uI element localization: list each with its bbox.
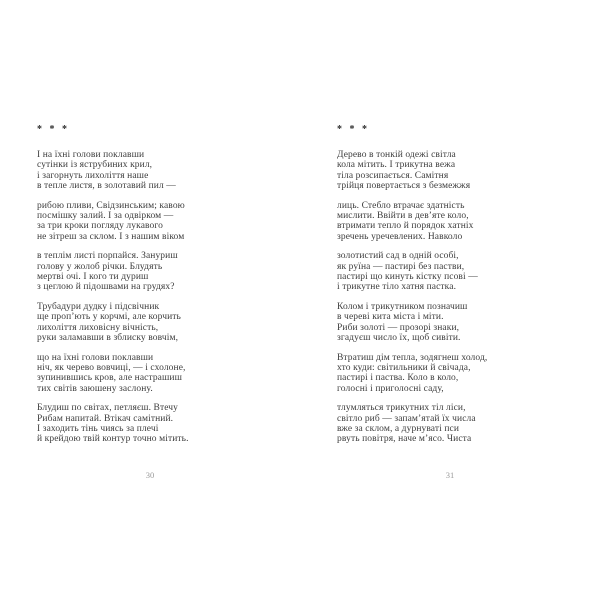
poem-line: світло риб — запам’ятай їх числа — [337, 413, 476, 424]
stanza — [337, 150, 577, 192]
poem-line: рвуть повітря, наче м’ясо. Чиста — [337, 434, 472, 445]
stanza-separator: * * * — [337, 124, 370, 135]
poem-line: пастирі і паства. Коло в коло, — [337, 373, 459, 384]
poem-line: Риби золоті — прозорі знаки, — [337, 322, 460, 333]
stanza — [37, 150, 277, 192]
poem-line: за три кроки погляду лукавого — [37, 221, 163, 232]
poem-line: трійця повертається з безмежжя — [337, 181, 471, 192]
stanza — [337, 201, 577, 243]
stanza — [337, 251, 577, 293]
poem-line: ще проп’ють у корчмі, але корчить — [37, 312, 181, 323]
right-page — [337, 124, 577, 480]
stanza — [37, 201, 277, 243]
poem-line: золотистий сад в одній особі, — [337, 251, 459, 262]
poem-line: лихоліття лиховісну вічність, — [37, 322, 159, 333]
poem-line: не зітреш за склом. І з нашим віком — [37, 231, 185, 242]
poem-line: згадуєш число їх, щоб сивіти. — [337, 333, 461, 344]
poem-line: як руїна — пастирі без пастви, — [337, 261, 465, 272]
poem-line: вже за склом, а дурнуваті пси — [337, 423, 460, 434]
poem-line: з цеглою й підошвами на грудях? — [37, 282, 175, 293]
poem-line: Дерево в тонкій одежі світла — [337, 150, 456, 160]
poem-line: тих світів заюшену заслону. — [37, 383, 153, 394]
stanza — [337, 403, 577, 445]
poem-line: ніч, як черево вовчиці, — і схолоне, — [37, 362, 186, 373]
poem-line: що на їхні голови поклавши — [37, 352, 154, 363]
poem-line: мислити. Ввійти в дев’яте коло, — [337, 211, 469, 222]
stanza-separator: * * * — [37, 124, 70, 135]
poem-line: Рибам напитай. Втікач самітний. — [37, 413, 174, 424]
poem-line: посмішку залий. І за одвірком — — [37, 211, 174, 222]
poem-line: І на їхні голови поклавши — [37, 150, 145, 160]
poem-line: рибою пливи, Свідзинським; кавою — [37, 200, 185, 211]
poem-line: в тепле листя, в золотавий пил — — [37, 181, 176, 192]
poem-line: пастирі що кинуть кістку псові — — [337, 272, 478, 283]
stanza — [337, 353, 577, 395]
poem-line: в череві кита міста і міти. — [337, 312, 444, 323]
poem-line: і загорнуть лихоліття наше — [37, 170, 149, 181]
poem-line: Трубадури дудку і підсвічник — [37, 301, 160, 312]
poem-line: лиць. Стебло втрачає здатність — [337, 200, 465, 211]
poem-line: кола мітить. І трикутна вежа — [337, 160, 456, 171]
poem-line: й крейдою твій контур точно мітить. — [37, 434, 189, 445]
poem-line: І заходить тінь чиясь за плечі — [37, 423, 159, 434]
poem-line: Блудиш по світах, петляєш. Втечу — [37, 403, 179, 414]
poem-line: втримати тепло й порядок хатніх — [337, 221, 474, 232]
poem-line: мертві очі. І кого ти дуриш — [37, 272, 149, 283]
poem-line: тлумляться трикутних тіл ліси, — [337, 403, 466, 414]
poem-line: зупинившись кров, але настрашиш — [37, 373, 182, 384]
poem-line: руки заламавши в зблиску вовчім, — [37, 333, 179, 344]
poem-line: хто куди: світильники й свічада, — [337, 362, 471, 373]
poem-line: голосні і приголосні саду, — [337, 383, 444, 394]
stanza — [37, 403, 277, 445]
page-number: 30 — [145, 470, 155, 480]
poem-line: зречень уречевлених. Навколо — [337, 231, 463, 242]
page-number: 31 — [445, 470, 455, 480]
poem-line: і трикутне тіло хатня пастка. — [337, 282, 457, 293]
left-page — [37, 124, 277, 480]
poem-line: Колом і трикутником позначиш — [337, 301, 468, 312]
stanza — [37, 251, 277, 293]
poem-line: тіла розсипається. Самітня — [337, 170, 449, 181]
poem-line: Втратиш дім тепла, зодягнеш холод, — [337, 352, 488, 363]
poem-line: сутінки із яструбиних крил, — [37, 160, 153, 171]
poem-line: в теплім листі порпайся. Зануриш — [37, 251, 178, 262]
poem-line: голову у жолоб річки. Блудять — [37, 261, 163, 272]
stanza — [337, 302, 577, 344]
stanza — [37, 302, 277, 344]
stanza — [37, 353, 277, 395]
